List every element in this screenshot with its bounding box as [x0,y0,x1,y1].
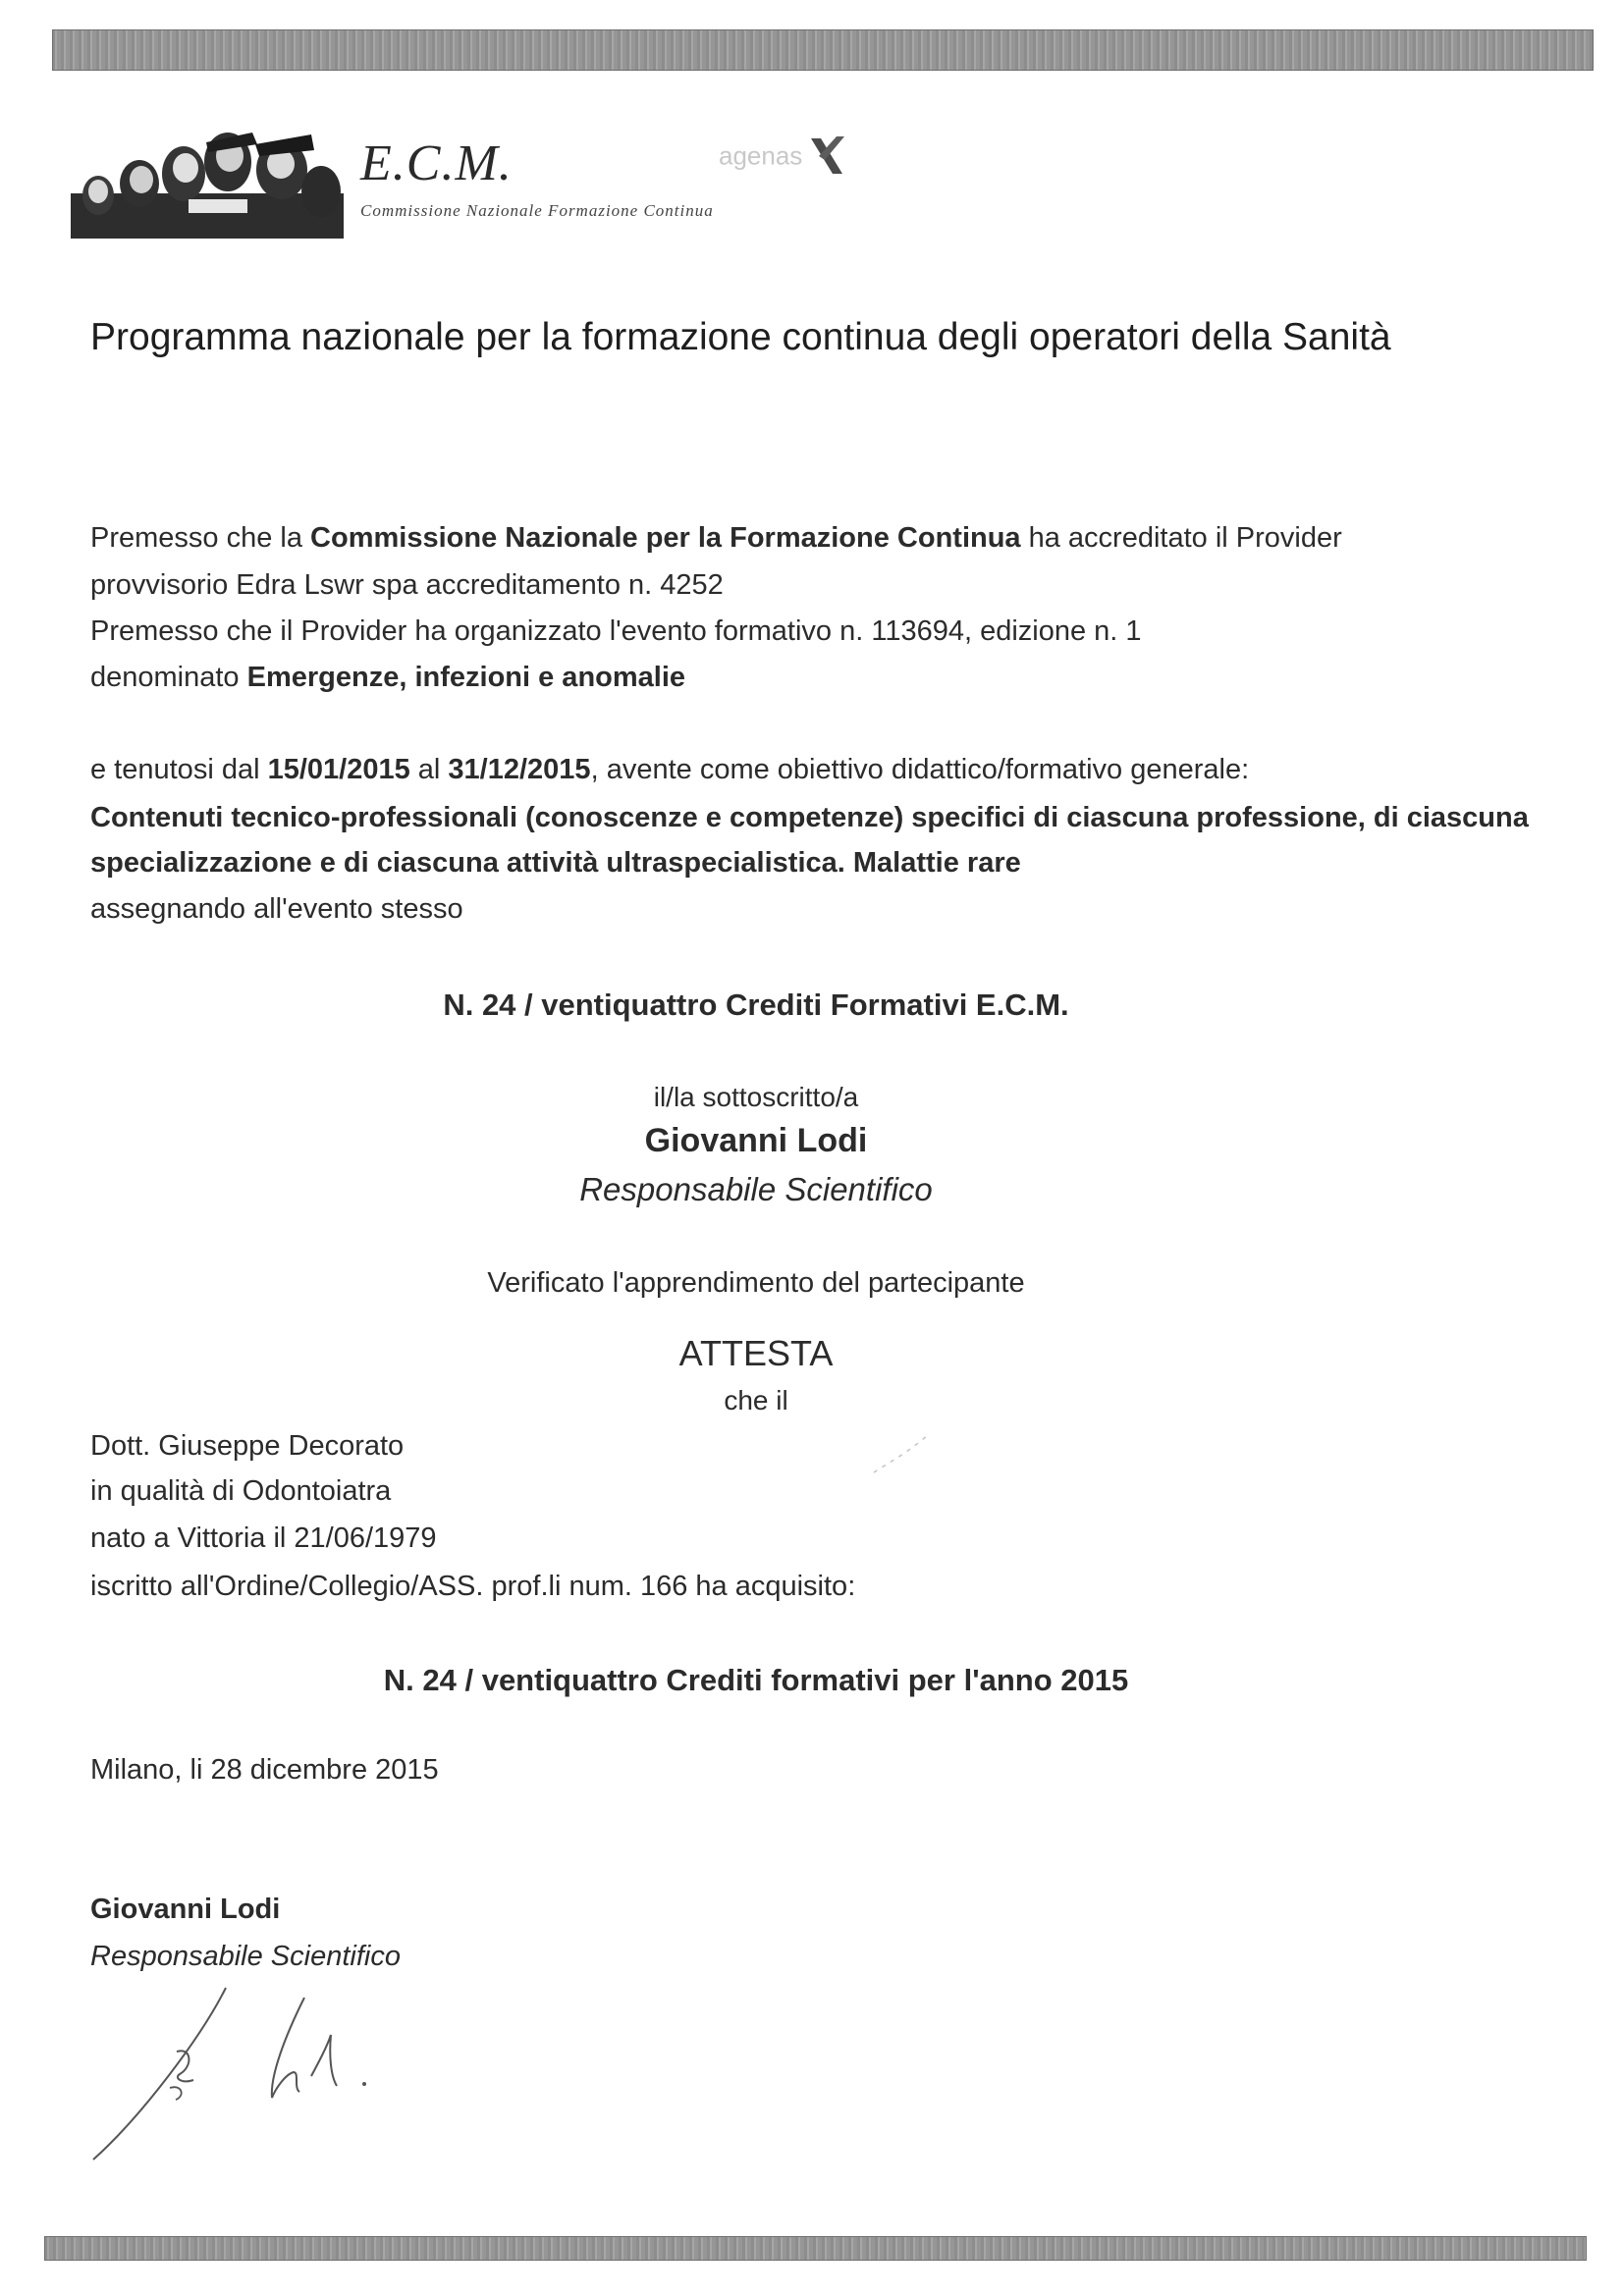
participant-qualification: in qualità di Odontoiatra [90,1475,392,1507]
commission-name: Commissione Nazionale per la Formazione Continua [310,522,1021,554]
undersigned-label: il/la sottoscritto/a [653,1082,859,1112]
para1-suffix: ha accreditato il Provider [1020,522,1342,554]
para-event-name [90,662,685,694]
para5-prefix: e tenutosi dal [90,754,268,785]
date-from: 15/01/2015 [267,754,410,785]
para-dates [90,754,1249,786]
para4-prefix: denominato [90,662,247,693]
document-title: Programma nazionale per la formazione continua degli operatori della Sanità [90,316,1391,358]
ecm-title: E.C.M. [360,135,513,191]
agenas-x-icon [807,134,846,178]
educational-objective: Contenuti tecnico-professionali (conoscenze e competenze) specifici di ciascuna professione, di ciascuna specializzazione e di ciascuna attività ultraspecialistica. Malattie rare [90,802,1529,879]
agenas-logo [719,134,846,178]
para5-middle: al [409,754,449,785]
ecm-logo [71,123,856,240]
event-name: Emergenze, infezioni e anomalie [246,662,686,693]
place-date: Milano, li 28 dicembre 2015 [90,1754,439,1786]
attesta-heading: ATTESTA [678,1333,834,1373]
participant-birth: nato a Vittoria il 21/06/1979 [90,1522,437,1554]
para-commission [90,522,1342,555]
verified-line: Verificato l'apprendimento del partecipante [487,1267,1025,1299]
signer-name: Giovanni Lodi [90,1894,281,1925]
responsible-role: Responsabile Scientifico [579,1171,933,1207]
para5-suffix: , avente come obiettivo didattico/formativo generale: [590,754,1250,785]
signer-role: Responsabile Scientifico [90,1941,401,1972]
che-il-line: che il [724,1385,788,1415]
faint-pen-mark [869,1428,938,1477]
event-credits: N. 24 / ventiquattro Crediti Formativi E.C.M. [443,988,1069,1022]
responsible-name: Giovanni Lodi [644,1122,868,1159]
handwritten-signature [83,1978,398,2164]
year-credits: N. 24 / ventiquattro Crediti formativi per l'anno 2015 [383,1663,1129,1697]
ecm-subtitle: Commissione Nazionale Formazione Continua [360,201,714,220]
participant-name: Dott. Giuseppe Decorato [90,1430,405,1462]
agenas-logo-text: agenas [719,140,803,171]
para1-prefix: Premesso che la [90,522,311,554]
para-event-number: Premesso che il Provider ha organizzato l'evento formativo n. 113694, edizione n. 1 [90,615,1142,647]
assign-line: assegnando all'evento stesso [90,893,463,925]
top-scan-bar [52,29,1594,71]
bottom-scan-bar [44,2236,1587,2261]
date-to: 31/12/2015 [448,754,591,785]
para-provider: provvisorio Edra Lswr spa accreditamento n. 4252 [90,569,724,601]
participant-registration: iscritto all'Ordine/Collegio/ASS. prof.li num. 166 ha acquisito: [90,1571,856,1602]
ecm-portrait-figures-icon [71,123,346,240]
